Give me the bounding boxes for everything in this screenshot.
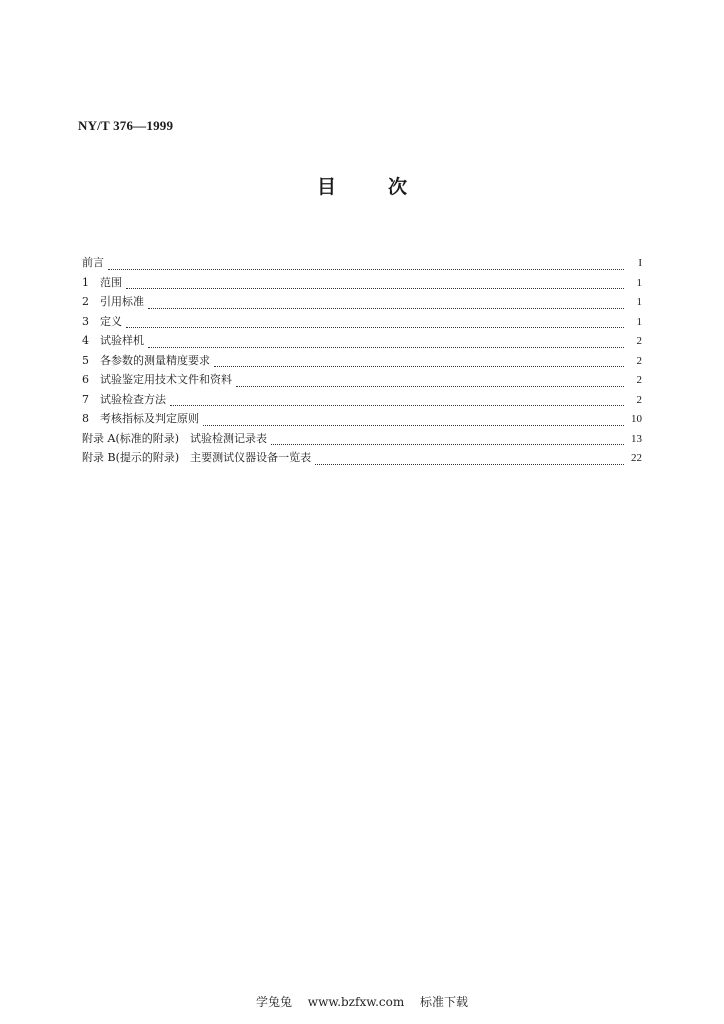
toc-entry-page: 2 bbox=[636, 393, 642, 406]
toc-entry-page: 2 bbox=[636, 374, 642, 386]
toc-entry-label bbox=[82, 390, 170, 410]
toc-entry-text: 定义 bbox=[100, 314, 122, 328]
toc-leader-dots bbox=[126, 288, 624, 289]
toc-entry-label bbox=[82, 273, 126, 293]
toc-entry-number: 3 bbox=[82, 314, 89, 328]
toc-entry-number: 6 bbox=[82, 373, 89, 386]
toc-entry[interactable] bbox=[82, 273, 642, 293]
toc-entry-text: 前言 bbox=[82, 256, 104, 269]
toc-entry-page: I bbox=[638, 257, 642, 269]
toc-entry-page: 22 bbox=[631, 452, 642, 464]
toc-entry[interactable] bbox=[82, 390, 642, 410]
footer-site-name: 学兔兔 bbox=[255, 995, 292, 1009]
toc-entry-page: 10 bbox=[631, 413, 642, 425]
toc-leader-dots bbox=[148, 308, 624, 309]
toc-entry-text: 范围 bbox=[100, 275, 122, 289]
toc-entry-page: 2 bbox=[636, 354, 642, 367]
toc-leader-dots bbox=[203, 425, 624, 426]
toc-leader-dots bbox=[271, 444, 624, 445]
toc-entry-page: 1 bbox=[636, 296, 642, 308]
toc-entry-number: 4 bbox=[82, 334, 89, 347]
toc-entry-label bbox=[82, 409, 203, 429]
toc-entry[interactable] bbox=[82, 448, 642, 468]
toc-entry-page: 1 bbox=[636, 315, 642, 328]
toc-entry[interactable] bbox=[82, 370, 642, 390]
toc-entry-page: 13 bbox=[631, 432, 642, 445]
toc-entry[interactable] bbox=[82, 253, 642, 273]
table-of-contents bbox=[82, 253, 642, 468]
toc-entry-number: 7 bbox=[82, 392, 89, 406]
toc-entry-label bbox=[82, 331, 148, 351]
page-title: 目次 bbox=[316, 176, 459, 198]
toc-entry-page: 1 bbox=[636, 276, 642, 289]
toc-entry-text: 引用标准 bbox=[100, 295, 144, 308]
toc-entry-text: 考核指标及判定原则 bbox=[100, 412, 199, 425]
toc-entry-label bbox=[82, 448, 315, 468]
toc-entry-label bbox=[82, 370, 236, 390]
toc-entry-text: 试验样机 bbox=[100, 334, 144, 347]
footer-url[interactable]: www.bzfxw.com bbox=[307, 995, 405, 1009]
toc-entry[interactable] bbox=[82, 429, 642, 449]
toc-entry-label bbox=[82, 253, 108, 273]
toc-leader-dots bbox=[108, 269, 624, 270]
toc-entry[interactable] bbox=[82, 409, 642, 429]
toc-leader-dots bbox=[170, 405, 624, 406]
toc-entry-number: 5 bbox=[82, 353, 89, 367]
footer-tagline: 标准下载 bbox=[420, 995, 469, 1009]
footer bbox=[0, 993, 724, 1010]
toc-leader-dots bbox=[315, 464, 624, 465]
toc-entry[interactable] bbox=[82, 292, 642, 312]
toc-leader-dots bbox=[214, 366, 624, 367]
toc-leader-dots bbox=[148, 347, 624, 348]
toc-entry-number: 2 bbox=[82, 295, 89, 308]
standard-code: NY/T 376—1999 bbox=[78, 118, 174, 133]
toc-entry-label bbox=[82, 351, 214, 371]
toc-entry-number: 8 bbox=[82, 412, 89, 425]
toc-entry-page: 2 bbox=[636, 335, 642, 347]
toc-leader-dots bbox=[126, 327, 624, 328]
toc-entry-text: 附录 A(标准的附录) 试验检测记录表 bbox=[82, 431, 268, 445]
toc-entry-text: 附录 B(提示的附录) 主要测试仪器设备一览表 bbox=[82, 451, 312, 464]
toc-entry-text: 各参数的测量精度要求 bbox=[100, 353, 210, 367]
toc-entry[interactable] bbox=[82, 331, 642, 351]
toc-entry-label bbox=[82, 429, 271, 449]
toc-entry-number: 1 bbox=[82, 275, 89, 289]
toc-entry[interactable] bbox=[82, 312, 642, 332]
toc-entry[interactable] bbox=[82, 351, 642, 371]
toc-entry-label bbox=[82, 292, 148, 312]
toc-entry-text: 试验鉴定用技术文件和资料 bbox=[100, 373, 232, 386]
toc-entry-label bbox=[82, 312, 126, 332]
toc-leader-dots bbox=[236, 386, 624, 387]
toc-entry-text: 试验检查方法 bbox=[100, 392, 166, 406]
